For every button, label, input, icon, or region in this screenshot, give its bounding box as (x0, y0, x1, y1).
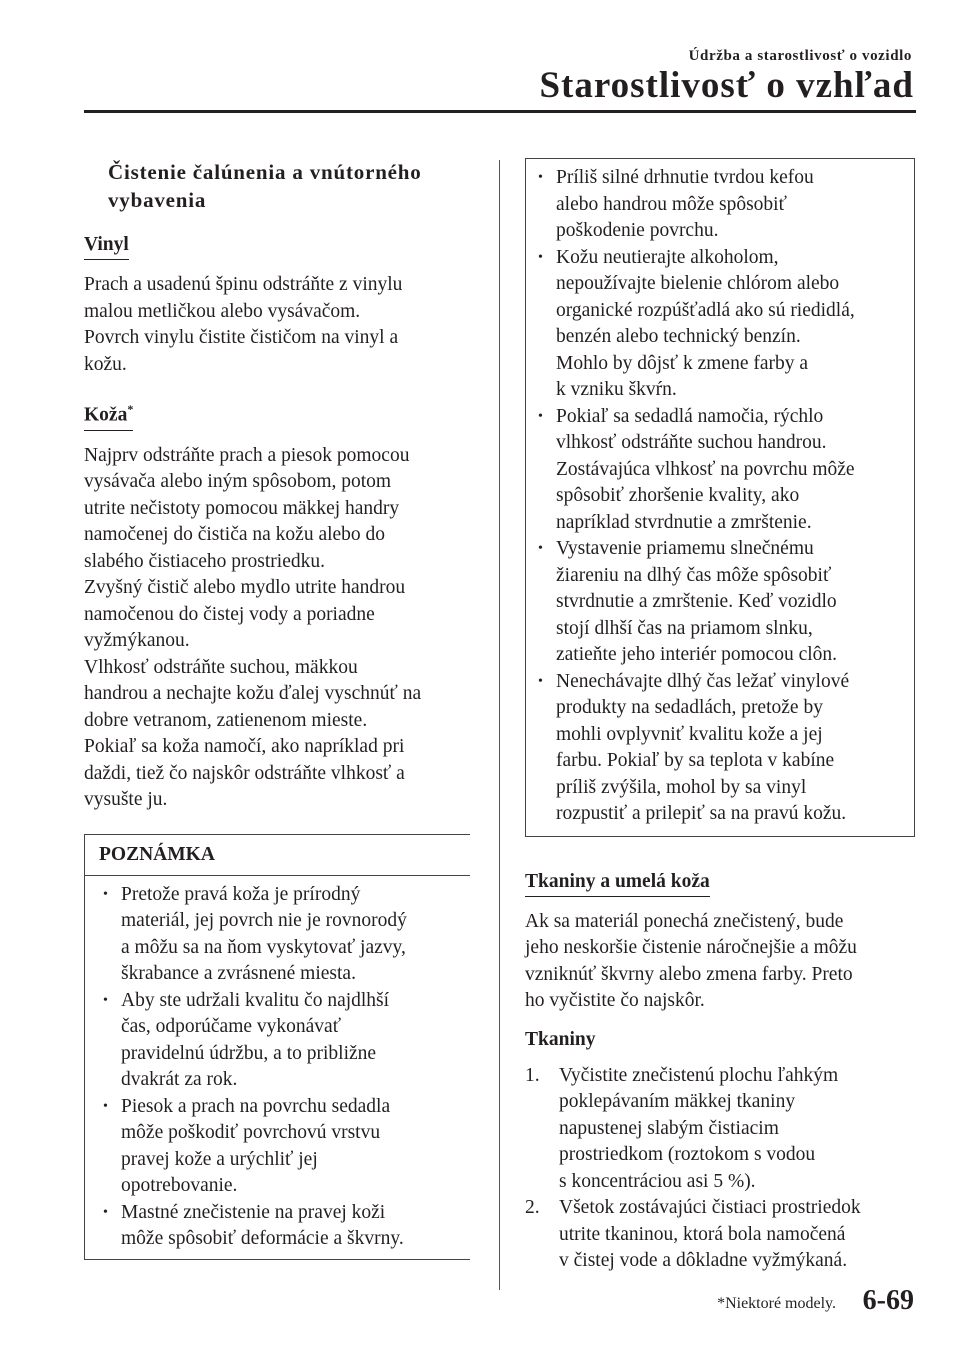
list-item: • Pretože pravá koža je prírodný materiál, jej povrch nie je rovnorodý a môžu sa na ňom vyskytovať jazvy, škrabance a zvrásnené miesta. (103, 883, 407, 984)
bullet-dot-icon: • (103, 992, 108, 1008)
section-heading: Čistenie čalúnenia a vnútorného vybavenia (108, 160, 422, 212)
bullet-dot-icon: • (538, 673, 543, 689)
section-label: Údržba a starostlivosť o vozidlo (688, 48, 912, 64)
vinyl-text: Prach a usadenú špinu odstráňte z vinylu malou metličkou alebo vysávačom. Povrch vinylu čistite čističom na vinyl a kožu. (84, 274, 403, 375)
bullet-dot-icon: • (103, 886, 108, 902)
list-item: • Pokiaľ sa sedadlá namočia, rýchlo vlhkosť odstráňte suchou handrou. Zostávajúca vlhkosť na povrchu môže spôsobiť zhoršenie kvality, ako napríklad stvrdnutie a zmrštenie. (538, 405, 855, 533)
bullet-dot-icon: • (538, 249, 543, 265)
bullet-dot-icon: • (103, 1098, 108, 1114)
list-item: • Mastné znečistenie na pravej koži môže spôsobiť deformácie a škvrny. (103, 1201, 404, 1249)
leather-title: Koža (84, 404, 128, 426)
bullet-dot-icon: • (538, 408, 543, 424)
bullet-dot-icon: • (538, 170, 543, 185)
fabric-heading: Tkaniny a umelá koža (525, 869, 710, 897)
optional-marker: * (127, 402, 134, 416)
header-rule (84, 110, 916, 113)
list-item: 1. Vyčistite znečistenú plochu ľahkým poklepávaním mäkkej tkaniny napustenej slabým čistiacim prostriedkom (roztokom s vodou s koncentráciou asi 5 %). (525, 1064, 839, 1192)
column-divider (499, 160, 500, 1290)
note-list (101, 882, 470, 1253)
leather-text: Najprv odstráňte prach a piesok pomocou vysávača alebo iným spôsobom, potom utrite nečistoty pomocou mäkkej handry namočenej do čističa na kožu alebo do slabého čistiaceho prostriedku. Zvyšný čistič alebo mydlo utrite handrou namočenou do čistej vody a poriadne vyžmýkanou. Vlhkosť odstráňte suchou, mäkkou handrou a nechajte kožu ďalej vyschnúť na dobre vetranom, zatienenom mieste. Pokiaľ sa koža namočí, ako napríklad pri daždi, tiež čo najskôr odstráňte vlhkosť a vysušte ju. (84, 444, 422, 810)
steps-list (525, 1063, 915, 1275)
page-title: Starostlivosť o vzhľad (539, 65, 914, 106)
fabric-text: Ak sa materiál ponechá znečistený, bude jeho neskoršie čistenie náročnejšie a môžu vzniknúť škvrny alebo zmena farby. Preto ho vyčistite čo najskôr. (525, 910, 857, 1011)
list-item: • Vystavenie priamemu slnečnému žiareniu na dlhý čas môže spôsobiť stvrdnutie a zmrštenie. Keď vozidlo stojí dlhší čas na priamom slnku, zatieňte jeho interiér pomocou clôn. (538, 538, 838, 665)
list-item: • Aby ste udržali kvalitu čo najdlhší čas, odporúčame vykonávať pravidelnú údržbu, a to približne dvakrát za rok. (103, 989, 390, 1090)
bullet-dot-icon: • (103, 1204, 108, 1220)
page-number: 6-69 (862, 1285, 914, 1316)
vinyl-heading: Vinyl (84, 232, 129, 260)
leather-heading (84, 396, 133, 431)
step-number: 1. (525, 1064, 540, 1086)
list-item: • Piesok a prach na povrchu sedadla môže poškodiť povrchovú vrstvu pravej kože a urýchliť jej opotrebovanie. (103, 1095, 391, 1196)
left-column (84, 158, 470, 1260)
footnote: *Niektoré modely. (717, 1295, 836, 1312)
note-box (84, 834, 470, 1260)
note-title: POZNÁMKA (85, 835, 470, 876)
step-number: 2. (525, 1197, 540, 1218)
note-continued-box (525, 158, 915, 837)
list-item: 2. Všetok zostávajúci čistiaci prostriedok utrite tkaninou, ktorá bola namočená v čistej vode a dôkladne vyžmýkaná. (525, 1197, 861, 1271)
list-item: • Nenechávajte dlhý čas ležať vinylové produkty na sedadlách, pretože by mohli ovplyvniť kvalitu kože a jej farbu. Pokiaľ by sa teplota v kabíne príliš zvýšila, mohol by sa vinyl rozpustiť a prilepiť sa na pravú kožu. (538, 670, 850, 824)
note-continued-list (536, 165, 906, 828)
bullet-dot-icon: • (538, 541, 543, 556)
right-column (525, 158, 915, 1275)
fabric-subheading: Tkaniny (525, 1028, 596, 1050)
list-item: • Kožu neutierajte alkoholom, nepoužívajte bielenie chlórom alebo organické rozpúšťadlá ako sú riedidlá, benzén alebo technický benzín. Mohlo by dôjsť k zmene farby a k vzniku škvŕn. (538, 246, 855, 400)
list-item: • Príliš silné drhnutie tvrdou kefou alebo handrou môže spôsobiť poškodenie povrchu. (538, 167, 814, 241)
